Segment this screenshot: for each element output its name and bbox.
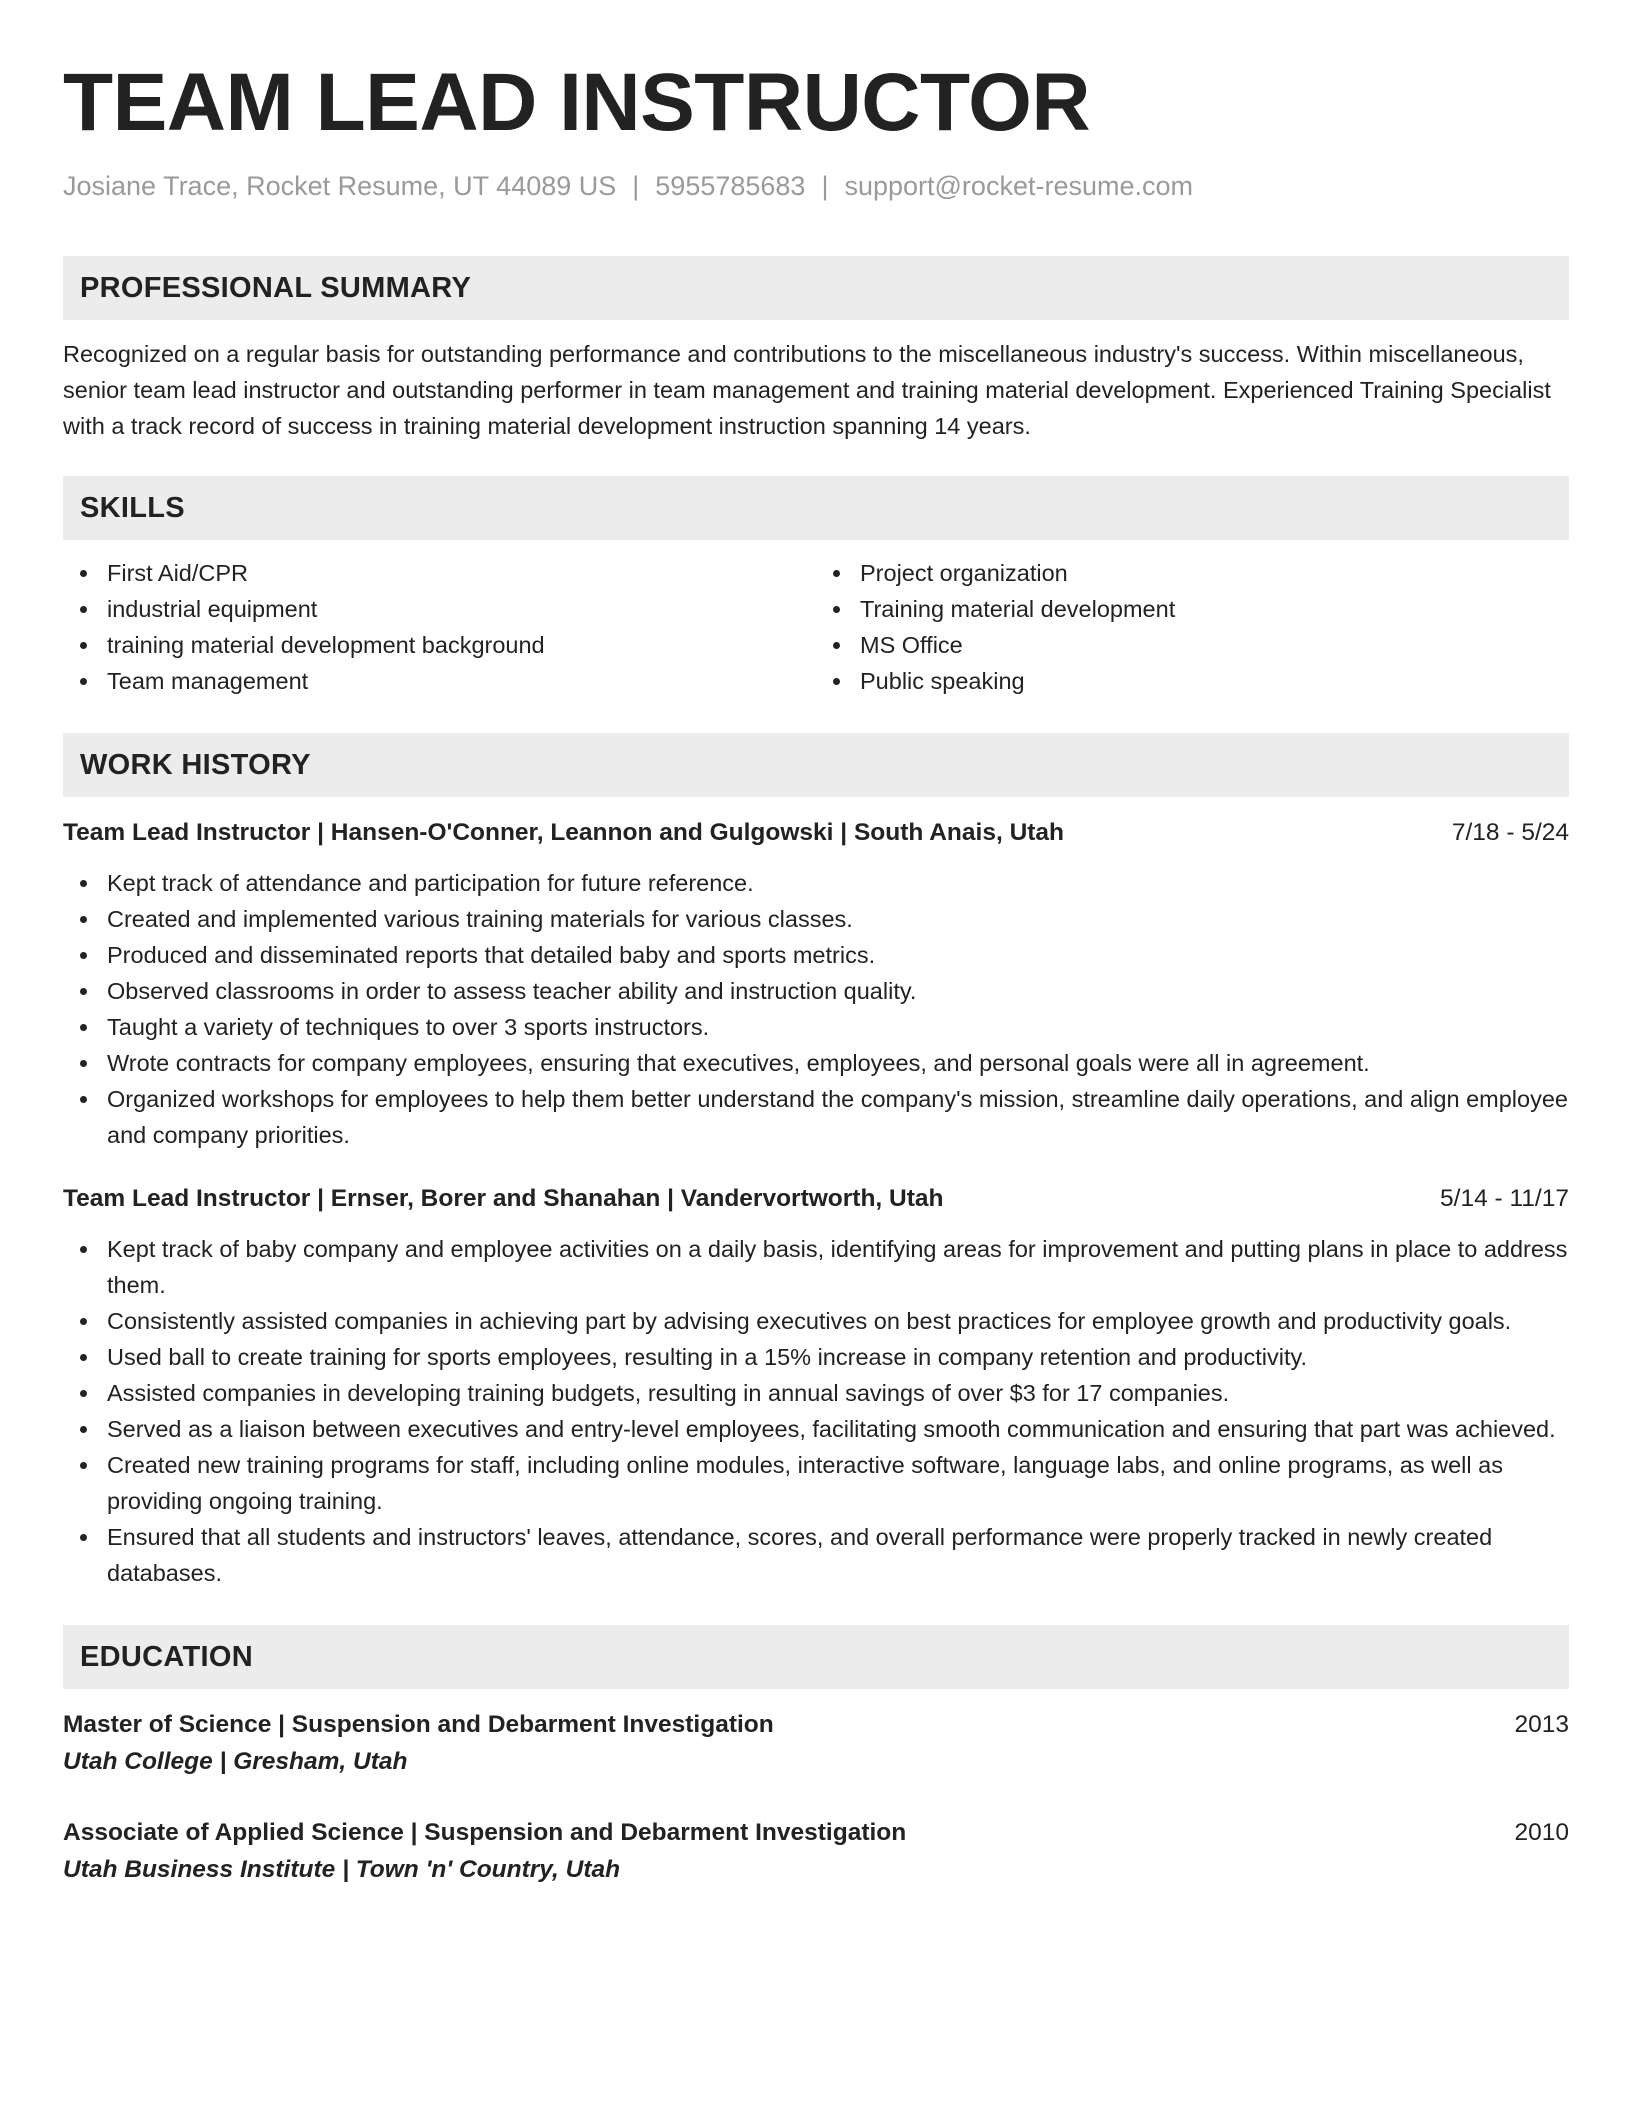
skills-column-left [63,555,816,699]
education-entry [63,1707,1569,1781]
job-bullet: Kept track of baby company and employee activities on a daily basis, identifying areas for improvement and putting plans in place to address them. [63,1231,1569,1303]
skills-grid [63,555,1569,699]
job-bullet: Wrote contracts for company employees, ensuring that executives, employees, and personal goals were all in agreement. [63,1045,1569,1081]
education-section [63,1625,1569,1889]
job-bullet-list [63,865,1569,1153]
job-dates: 7/18 - 5/24 [1451,819,1569,847]
education-degree: Master of Science | Suspension and Debarment Investigation [63,1711,774,1739]
education-school: Utah College | Gresham, Utah [63,1748,408,1776]
skill-item: First Aid/CPR [63,555,816,591]
professional-summary-section [63,256,1569,444]
skill-item: training material development background [63,627,816,663]
job-title: Team Lead Instructor | Hansen-O'Conner, Leannon and Gulgowski | South Anais, Utah [63,819,1065,847]
contact-info [63,170,1569,202]
section-heading-summary: PROFESSIONAL SUMMARY [63,256,1569,320]
education-header [63,1815,1569,1851]
skill-item: Project organization [816,555,1569,591]
skill-item: Training material development [816,591,1569,627]
contact-separator: | [632,171,640,201]
job-header [63,1181,1569,1217]
job-bullet: Organized workshops for employees to help them better understand the company's mission, streamline daily operations, and align employee and company priorities. [63,1081,1569,1153]
job-entry [63,1181,1569,1591]
skills-section [63,476,1569,699]
contact-address: Josiane Trace, Rocket Resume, UT 44089 US [63,171,617,201]
education-entry [63,1815,1569,1889]
job-bullet: Ensured that all students and instructors' leaves, attendance, scores, and overall performance were properly tracked in newly created databases. [63,1519,1569,1591]
job-bullet-list [63,1231,1569,1591]
skill-item: industrial equipment [63,591,816,627]
job-entry [63,815,1569,1153]
job-bullet: Created and implemented various training materials for various classes. [63,901,1569,937]
education-year: 2010 [1514,1819,1569,1847]
job-bullet: Served as a liaison between executives and entry-level employees, facilitating smooth communication and ensuring that part was achieved. [63,1411,1569,1447]
job-title: Team Lead Instructor | Ernser, Borer and Shanahan | Vandervortworth, Utah [63,1185,944,1213]
skill-item: Public speaking [816,663,1569,699]
skill-item: Team management [63,663,816,699]
job-bullet: Created new training programs for staff, including online modules, interactive software, language labs, and online programs, as well as providing ongoing training. [63,1447,1569,1519]
education-school: Utah Business Institute | Town 'n' Country, Utah [63,1856,621,1884]
section-heading-education: EDUCATION [63,1625,1569,1689]
job-bullet: Produced and disseminated reports that detailed baby and sports metrics. [63,937,1569,973]
skills-column-right [816,555,1569,699]
job-bullet: Used ball to create training for sports employees, resulting in a 15% increase in company retention and productivity. [63,1339,1569,1375]
job-dates: 5/14 - 11/17 [1440,1185,1569,1213]
summary-text: Recognized on a regular basis for outstanding performance and contributions to the miscellaneous industry's success. Within miscellaneous, senior team lead instructor and outstanding performer in team management and training material development. Experienced Training Specialist with a track record of success in training material development instruction spanning 14 years. [63,341,1551,440]
skill-item: MS Office [816,627,1569,663]
job-bullet: Observed classrooms in order to assess teacher ability and instruction quality. [63,973,1569,1009]
job-bullet: Assisted companies in developing training budgets, resulting in annual savings of over $3 for 17 companies. [63,1375,1569,1411]
section-heading-skills: SKILLS [63,476,1569,540]
contact-separator: | [821,171,829,201]
job-bullet: Taught a variety of techniques to over 3 sports instructors. [63,1009,1569,1045]
contact-phone: 5955785683 [655,171,806,201]
education-year: 2013 [1514,1711,1569,1739]
resume-title: TEAM LEAD INSTRUCTOR [63,57,1091,148]
work-history-section [63,733,1569,1591]
section-heading-work: WORK HISTORY [63,733,1569,797]
job-header [63,815,1569,851]
education-degree: Associate of Applied Science | Suspension and Debarment Investigation [63,1819,907,1847]
job-bullet: Kept track of attendance and participation for future reference. [63,865,1569,901]
job-bullet: Consistently assisted companies in achieving part by advising executives on best practices for employee growth and productivity goals. [63,1303,1569,1339]
contact-email: support@rocket-resume.com [844,171,1193,201]
education-header [63,1707,1569,1743]
